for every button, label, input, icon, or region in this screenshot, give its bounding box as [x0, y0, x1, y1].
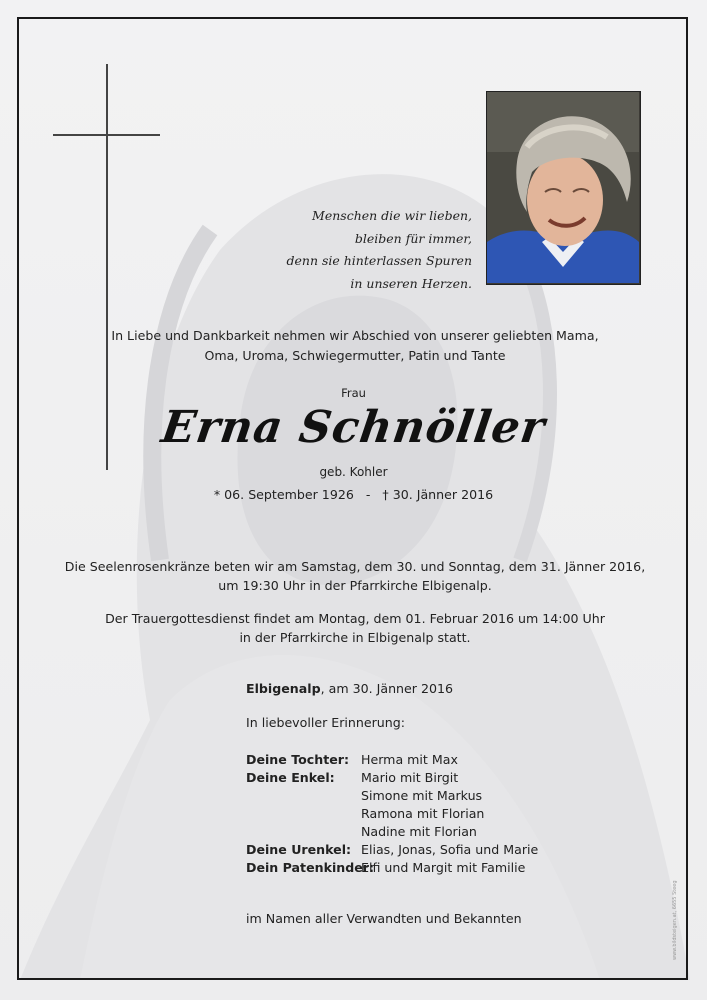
family-row	[246, 787, 538, 805]
family-names: Elfi und Margit mit Familie	[361, 860, 526, 875]
place-date: , am 30. Jänner 2016	[320, 681, 454, 696]
intro-text	[70, 326, 640, 366]
deceased-name: Erna Schnöller	[158, 402, 549, 453]
rosary-line: Die Seelenrosenkränze beten wir am Samstag, dem 30. und Sonntag, dem 31. Jänner 2016,	[64, 559, 646, 574]
family-row	[246, 823, 538, 841]
poem-line: denn sie hinterlassen Spuren	[286, 253, 472, 268]
family-list	[246, 751, 538, 877]
printer-credit: www.bildsteigen.at, 6655 Steeg	[672, 880, 678, 960]
poem-line: bleiben für immer,	[354, 230, 472, 246]
intro-line: Oma, Uroma, Schwiegermutter, Patin und Tante	[204, 348, 506, 363]
family-row	[246, 841, 538, 859]
family-names: Nadine mit Florian	[361, 824, 477, 839]
cross-icon-horizontal	[53, 134, 160, 136]
family-label: Deine Urenkel:	[246, 842, 352, 857]
family-row	[246, 859, 538, 877]
family-row	[246, 769, 538, 787]
poem-line: Menschen die wir lieben,	[312, 208, 472, 223]
poem-line: in unseren Herzen.	[350, 275, 472, 291]
family-names: Simone mit Markus	[361, 788, 483, 803]
memory-line: In liebevoller Erinnerung:	[246, 715, 405, 730]
life-dates: * 06. September 1926 - † 30. Jänner 2016	[213, 487, 494, 502]
family-names: Mario mit Birgit	[361, 770, 459, 785]
family-label	[246, 787, 361, 805]
family-names: Elias, Jonas, Sofia und Marie	[361, 842, 539, 857]
portrait-photo	[486, 91, 641, 285]
poem	[240, 205, 472, 295]
family-names: Ramona mit Florian	[361, 806, 485, 821]
family-label: Deine Enkel:	[246, 770, 335, 785]
closing-line: im Namen aller Verwandten und Bekannten	[246, 911, 522, 926]
intro-line: In Liebe und Dankbarkeit nehmen wir Abschied von unserer geliebten Mama,	[111, 328, 599, 343]
family-names: Herma mit Max	[361, 752, 458, 767]
family-row	[246, 805, 538, 823]
rosary-line: um 19:30 Uhr in der Pfarrkirche Elbigenalp.	[218, 578, 492, 593]
family-label: Deine Tochter:	[246, 752, 350, 767]
family-label	[246, 823, 361, 841]
funeral-line: Der Trauergottesdienst findet am Montag, dem 01. Februar 2016 um 14:00 Uhr	[105, 611, 605, 626]
funeral-announcement	[60, 609, 650, 647]
family-row	[246, 751, 538, 769]
rosary-announcement	[60, 557, 650, 595]
maiden-name: geb. Kohler	[319, 465, 388, 479]
funeral-line: in der Pfarrkirche in Elbigenalp statt.	[239, 630, 471, 645]
salutation: Frau	[341, 386, 366, 400]
family-label: Dein Patenkinder:	[246, 860, 375, 875]
family-label	[246, 805, 361, 823]
place-and-date	[246, 681, 453, 696]
place-name: Elbigenalp	[246, 681, 321, 696]
